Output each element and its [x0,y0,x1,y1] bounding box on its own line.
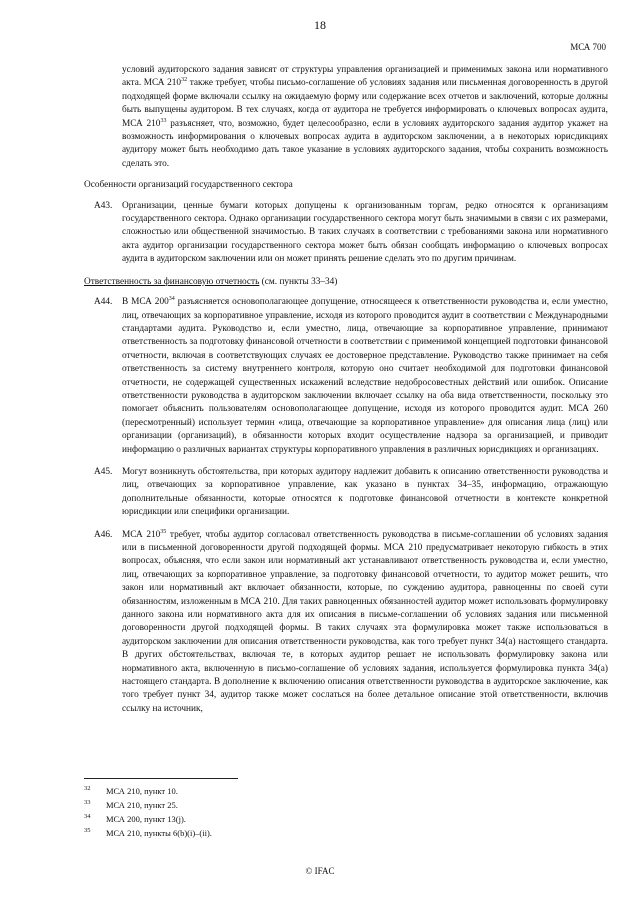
paragraph-text: Организации, ценные бумаги которых допущены к организованным торгам, редко относятся к организациям государственного сектора. Однако организации государственного сектора могут быть значимыми в связи с их размерами, сложностью или общественной значимостью. В таких случаях в соответствии с требованиями закона или нормативного акта аудитор организации государственного сектора может быть обязан сообщать информацию о ключевых вопросах аудита в аудиторском заключении или он может принять решение сделать это по другим причинам. [122,200,608,265]
continuation-paragraph [84,64,608,171]
continuation-text-c: разъясняет, что, возможно, будет целесообразно, если в условиях аудиторского задания аудитор укажет на возможность информирования о ключевых вопросах аудита в аудиторском заключении, а в некоторых юрисдикциях аудитору может быть необходимо дать такое указание в условиях аудиторского задания, чтобы сохранить возможность сделать это. [122,118,608,169]
paragraph-number: A44. [94,297,113,308]
paragraph-a44 [84,296,608,457]
main-content [84,64,608,725]
paragraph-a45 [84,466,608,520]
paragraph-text-a: МСА 210 [122,529,161,540]
footnote-text: МСА 210, пункт 10. [106,786,178,796]
heading-underlined-text: Ответственность за финансовую отчетность [84,276,260,287]
footnote-number: 32 [84,785,91,792]
footnote-divider [84,778,238,779]
footnote [84,812,608,826]
copyright-footer: © IFAC [305,866,335,876]
page-number: 18 [314,18,326,32]
footnote-number: 34 [84,813,91,820]
document-code: МСА 700 [570,42,606,52]
section-heading-responsibility [84,276,608,289]
paragraph-text-b: требует, чтобы аудитор согласовал ответственность руководства в письме-соглашении об условиях задания или в письменной договоренности другой подходящей формы. МСА 210 предусматривает некоторую гибкость в этих вопросах, объясняя, что если закон или нормативный акт устанавливают ответственность руководства и, если уместно, лиц, отвечающих за корпоративное управление, за подготовку финансовой отчетности, то аудитор может решить, что закон или нормативный акт включает обязанности, которые, по суждению аудитора, равноценны по своей сути обязанностям, изложенным в МСА 210. Для таких равноценных обязанностей аудитор может использовать формулировку данного закона или нормативного акта для их описания в письме-соглашении об условиях задания или письменной договоренности другой подходящей формы. В таких случаях эта формулировка может также использоваться в аудиторском заключении для описания ответственности руководства, как того требует пункт 34(a) настоящего стандарта. В других обстоятельствах, включая те, в которых аудитор решает не использовать формулировку закона или нормативного акта, включенную в письмо-соглашение об условиях задания, используется формулировка пункта 34(a) настоящего стандарта. В дополнение к включению описания ответственности руководства в аудиторское заключение, как того требует пункт 34, аудитор также может сослаться на более детальное описание этой ответственности, включив ссылку на источник, [122,529,608,714]
footnotes [84,784,608,840]
footnote-ref-34: 34 [168,296,175,302]
continuation-text-a: условий аудиторского задания зависят от структуры управления организацией и применимых закона или нормативного акта. МСА 210 [122,65,608,89]
footnote-number: 33 [84,799,91,806]
footnote-text: МСА 210, пункт 25. [106,800,178,810]
footnote-number: 35 [84,827,91,834]
paragraph-a43 [84,200,608,267]
footnote-ref-35: 35 [160,528,167,535]
footnote-ref-33: 33 [160,117,167,124]
paragraph-number: A45. [94,466,113,477]
paragraph-text-a: В МСА 200 [122,297,169,308]
footnote [84,798,608,812]
footnote [84,784,608,798]
continuation-text-b: также требует, чтобы письмо-соглашение об условиях задания или письменная договоренность в другой подходящей форме включали ссылку на ожидаемую форму или содержание всех отчетов и заключений, которые должны быть выпущены аудитором. В тех случаях, когда от аудитора не требуется информировать о ключевых вопросах аудита, МСА 210 [122,78,608,129]
footnote [84,826,608,840]
paragraph-a46 [84,529,608,717]
footnote-ref-32: 32 [181,77,188,84]
heading-reference-text: (см. пункты 33–34) [259,276,338,287]
paragraph-number: A46. [94,529,113,540]
paragraph-number: A43. [94,200,113,211]
section-heading-public-sector: Особенности организаций государственного сектора [84,180,293,191]
footnote-text: МСА 200, пункт 13(j). [106,814,186,824]
footnote-text: МСА 210, пункты 6(b)(i)–(ii). [106,828,212,838]
paragraph-text: Могут возникнуть обстоятельства, при которых аудитору надлежит добавить к описанию ответственности руководства и лиц, отвечающих за корпоративное управление, как указано в пунктах 34–35, информацию, отражающую дополнительные обязанности, которые относятся к подготовке финансовой отчетности в контексте конкретной юрисдикции или специфики организации. [122,466,608,518]
paragraph-text-b: разъясняется основополагающее допущение, относящееся к ответственности руководства и, если уместно, лиц, отвечающих за корпоративное управление, исходя из которого проводится аудит в соответствии с Международными стандартами аудита. Руководство и, если уместно, лица, отвечающие за корпоративное управление, принимают ответственность за подготовку финансовой отчетности в соответствии с применимой концепцией подготовки финансовой отчетности, включая в соответствующих случаях ее достоверное представление. Руководство также принимает на себя ответственность за систему внутреннего контроля, которую оно считает необходимой для подготовки финансовой отчетности, не содержащей существенных искажений вследствие недобросовестных действий или ошибок. Описание ответственности руководства в аудиторском заключении включает ссылку на оба вида ответственности, поскольку это помогает объяснить пользователям основополагающее допущение, исходя из которого проводится аудит. МСА 260 (пересмотренный) использует термин «лица, отвечающие за корпоративное управление» для описания лица (лиц) или организации (организаций), в обязанности которых входит осуществление надзора за организацией, и приводит информацию о различных вариантах структуры корпоративного управления в различных юрисдикциях и организациях. [122,297,609,455]
